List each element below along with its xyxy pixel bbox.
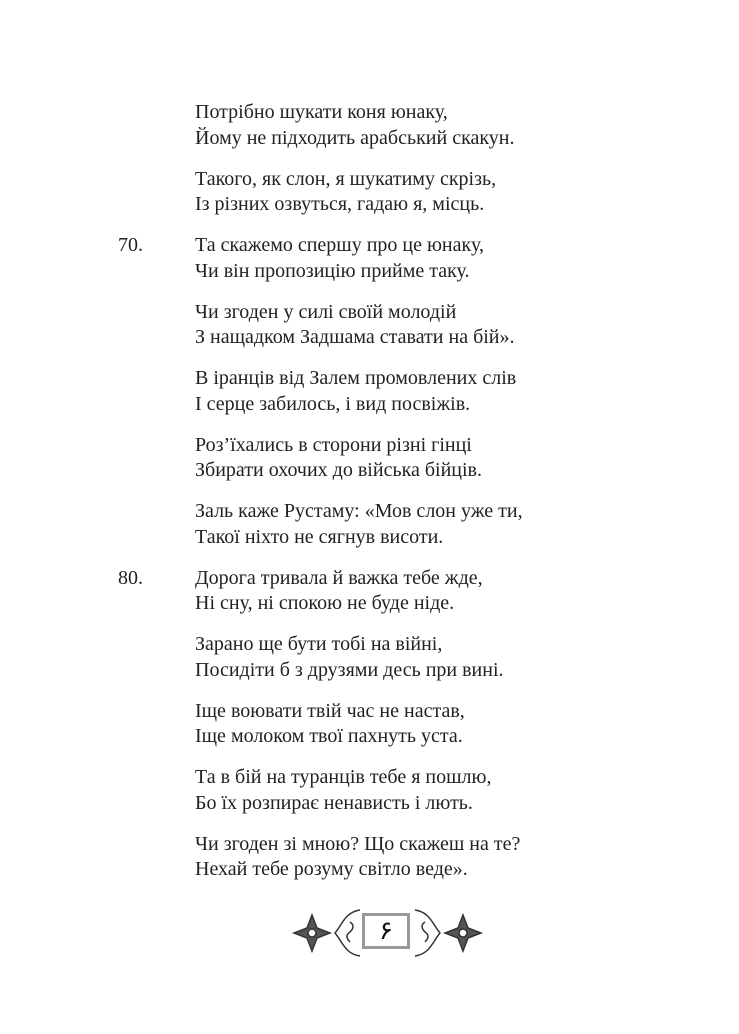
couplet xyxy=(195,167,695,234)
couplet xyxy=(118,566,695,633)
verse-line: Іще воювати твій час не настав, xyxy=(195,699,465,722)
verse-line: Зарано ще бути тобі на війні, xyxy=(195,633,443,655)
verse-line: Роз’їхались в сторони різні гінці xyxy=(195,433,472,456)
couplet xyxy=(195,632,695,699)
verse-line: Збирати охочих до війська бійців. xyxy=(195,459,482,481)
line-number: 70. xyxy=(118,234,143,256)
verse-line: Із різних озвуться, гадаю я, місць. xyxy=(195,193,485,215)
verse-line: Посидіти б з друзями десь при вині. xyxy=(195,658,504,681)
couplet xyxy=(195,832,695,899)
verse-line: Та скажемо спершу про це юнаку, xyxy=(195,234,484,256)
couplet xyxy=(195,765,695,832)
verse-line: Дорога тривала й важка тебе жде, xyxy=(195,566,483,589)
verse-line: Бо їх розпирає ненависть і лють. xyxy=(195,791,473,814)
page-number: ۶ xyxy=(362,913,410,949)
verse-line: Чи він пропозицію прийме таку. xyxy=(195,259,470,282)
couplet xyxy=(195,100,695,167)
couplet xyxy=(118,233,695,300)
couplet xyxy=(195,499,695,566)
line-number: 80. xyxy=(118,566,143,589)
couplet xyxy=(195,366,695,433)
verse-line: Чи згоден у силі своїй молодій xyxy=(195,300,457,323)
verse-line: Такого, як слон, я шукатиму скрізь, xyxy=(195,167,497,190)
verse-line: Іще молоком твої пахнуть уста. xyxy=(195,725,463,747)
couplet xyxy=(195,300,695,367)
verse-line: Заль каже Рустаму: «Мов слон уже ти, xyxy=(195,500,523,522)
poem-body xyxy=(118,100,695,898)
verse-line: Потрібно шукати коня юнаку, xyxy=(195,101,448,123)
verse-line: В іранців від Залем промовлених слів xyxy=(195,367,517,389)
verse-line: Нехай тебе розуму світло веде». xyxy=(195,858,468,880)
verse-line: Та в бій на туранців тебе я пошлю, xyxy=(195,766,492,788)
verse-line: Йому не підходить арабський скакун. xyxy=(195,126,515,149)
verse-line: Ні сну, ні спокою не буде ніде. xyxy=(195,592,455,614)
couplet xyxy=(195,433,695,500)
verse-line: І серце забилось, і вид посвіжів. xyxy=(195,392,471,415)
verse-line: З нащадком Задшама ставати на бій». xyxy=(195,326,515,348)
verse-line: Чи згоден зі мною? Що скажеш на те? xyxy=(195,832,521,855)
verse-line: Такої ніхто не сягнув висоти. xyxy=(195,525,444,548)
couplet xyxy=(195,699,695,766)
